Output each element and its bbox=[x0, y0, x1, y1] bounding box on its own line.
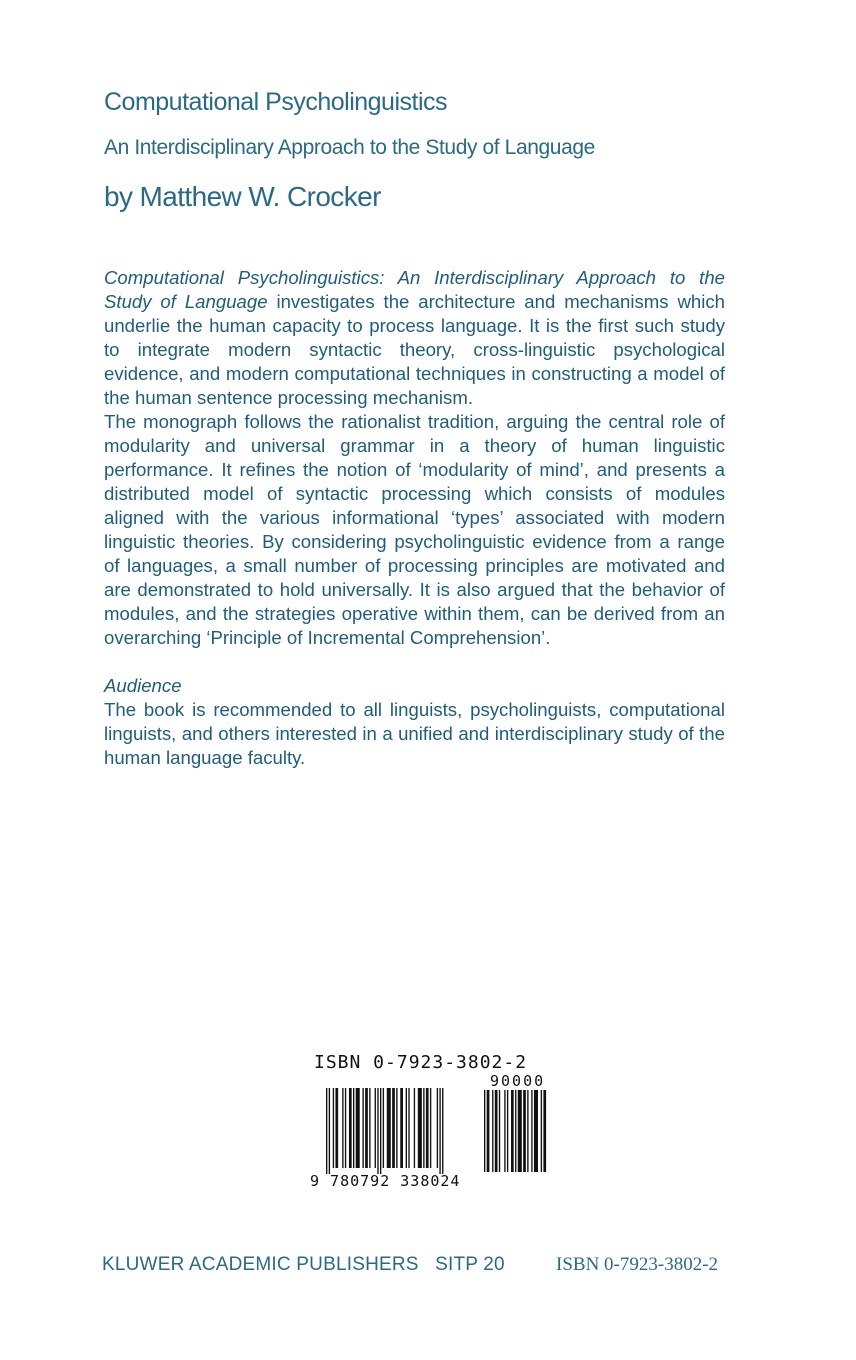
barcode-bar bbox=[414, 1088, 415, 1168]
barcode-bar bbox=[383, 1088, 384, 1168]
barcode-bar bbox=[362, 1088, 363, 1168]
barcode-bar bbox=[504, 1090, 505, 1172]
barcode-bar bbox=[335, 1088, 338, 1168]
barcode-bar bbox=[392, 1088, 395, 1168]
barcode-addon-bars bbox=[484, 1090, 554, 1174]
barcode-bar bbox=[439, 1088, 440, 1174]
barcode-bar bbox=[430, 1088, 431, 1168]
description-paragraph-2: The monograph follows the rationalist tradition, arguing the central role of modularity and universal grammar in a theory of human linguistic performance. It refines the notion of ‘modularity of mind’, and presents a distributed model of syntactic processing which consists of modules aligned with the various informational ‘types’ associated with modern linguistic theories. By considering psycholinguistic evidence from a range of languages, a small number of processing principles are motivated and are demonstrated to hold universally. It is also argued that the behavior of modules, and the strategies operative within them, can be derived from an overarching ‘Principle of Incremental Comprehension’. bbox=[104, 411, 725, 648]
barcode-bar bbox=[396, 1088, 397, 1168]
barcode-bar bbox=[380, 1088, 381, 1174]
barcode-bar bbox=[353, 1088, 354, 1168]
barcode-ean-digits: 9 780792 338024 bbox=[310, 1172, 461, 1190]
book-subtitle: An Interdisciplinary Approach to the Study of Language bbox=[104, 136, 595, 159]
barcode-bar bbox=[418, 1088, 422, 1168]
barcode-bar bbox=[523, 1090, 526, 1172]
barcode-bar bbox=[369, 1088, 370, 1168]
description-paragraph-1 bbox=[104, 266, 725, 410]
barcode-bar bbox=[515, 1090, 516, 1172]
barcode-bar bbox=[495, 1090, 498, 1172]
barcode-bar bbox=[326, 1088, 327, 1174]
barcode-bar bbox=[345, 1088, 346, 1168]
barcode-bar bbox=[541, 1090, 542, 1172]
barcode-bar bbox=[365, 1088, 368, 1168]
barcode-bar bbox=[531, 1090, 532, 1172]
description-lead-italic: Computational Psycholinguistics: An Interdisciplinary Approach to the Study of Language bbox=[104, 267, 725, 312]
barcode-bar bbox=[342, 1088, 343, 1168]
publisher-line: KLUWER ACADEMIC PUBLISHERS SITP 20 bbox=[102, 1254, 505, 1275]
barcode-bar bbox=[408, 1088, 409, 1168]
barcode-bar bbox=[499, 1090, 500, 1172]
barcode-bar bbox=[507, 1090, 508, 1172]
barcode-bar bbox=[406, 1088, 407, 1168]
barcode-bar bbox=[423, 1088, 424, 1168]
barcode-bar bbox=[377, 1088, 378, 1174]
book-title: Computational Psycholinguistics bbox=[104, 88, 448, 116]
audience-heading: Audience bbox=[104, 675, 182, 696]
description-lead-rest: investigates the architecture and mechanisms which underlie the human capacity to process language. It is the first such study to integrate modern syntactic theory, cross-linguistic psychological evidence, and modern computational techniques in constructing a model of the human sentence processing mechanism. bbox=[104, 291, 725, 408]
barcode-bar bbox=[527, 1090, 528, 1172]
barcode-bar bbox=[543, 1090, 546, 1172]
barcode-main-bars bbox=[326, 1088, 476, 1174]
barcode-bar bbox=[534, 1090, 538, 1172]
barcode-bar bbox=[511, 1090, 514, 1172]
barcode-addon-digits: 90000 bbox=[490, 1072, 546, 1090]
barcode-bar bbox=[442, 1088, 443, 1174]
footer-isbn: ISBN 0-7923-3802-2 bbox=[556, 1254, 719, 1275]
audience-text: The book is recommended to all linguists, psycholinguists, computational linguists, and others interested in a unified and interdisciplinary study of the human language faculty. bbox=[104, 699, 725, 768]
barcode-bar bbox=[387, 1088, 391, 1168]
barcode-bar bbox=[426, 1088, 429, 1168]
barcode-bar bbox=[329, 1088, 330, 1174]
barcode-bar bbox=[487, 1090, 490, 1172]
barcode-isbn-label: ISBN 0-7923-3802-2 bbox=[314, 1052, 528, 1073]
barcode-bar bbox=[375, 1088, 376, 1168]
description-block bbox=[104, 266, 725, 770]
barcode-bar bbox=[333, 1088, 334, 1168]
barcode-bar bbox=[437, 1088, 438, 1168]
barcode-bar bbox=[400, 1088, 403, 1168]
book-author: by Matthew W. Crocker bbox=[104, 181, 381, 212]
barcode-bar bbox=[492, 1090, 493, 1172]
barcode-bar bbox=[518, 1090, 522, 1172]
barcode-bar bbox=[356, 1088, 360, 1168]
isbn-barcode bbox=[310, 1052, 560, 1192]
barcode-bar bbox=[484, 1090, 485, 1172]
barcode-bar bbox=[349, 1088, 352, 1168]
